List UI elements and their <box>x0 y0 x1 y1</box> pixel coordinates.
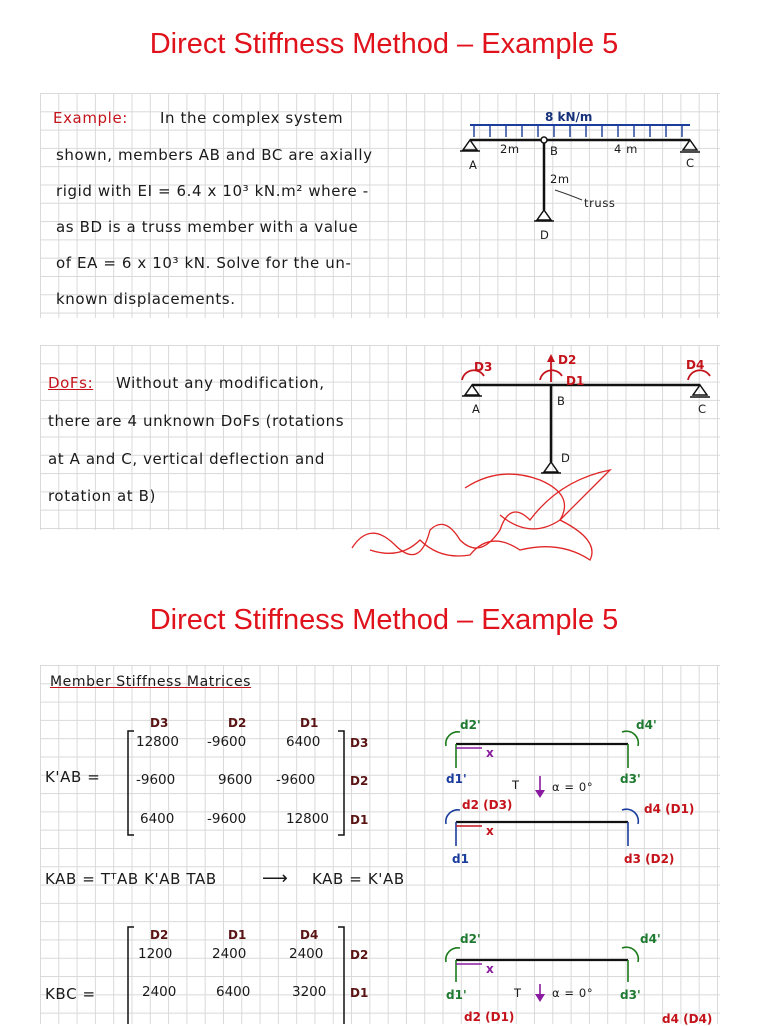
m1-alpha: α = 0° <box>552 780 594 794</box>
m2-d4-global: d4 (D4) <box>662 1012 713 1026</box>
kab-cell: -9600 <box>276 772 316 788</box>
kbc-col-0: D2 <box>150 928 169 942</box>
kab-row-dof: D2 <box>350 774 369 788</box>
length-bd: 2m <box>550 172 570 186</box>
m1-d4-local: d4' <box>636 718 657 732</box>
m1-x-axis: x <box>486 746 494 760</box>
node-b-1: B <box>550 144 559 158</box>
m2-x-axis: x <box>486 962 494 976</box>
kbc-col-2: D4 <box>300 928 319 942</box>
dof-d2-label: D2 <box>558 353 577 367</box>
dofs-line-3: at A and C, vertical deflection and <box>48 450 325 468</box>
m2-alpha: α = 0° <box>552 986 594 1000</box>
slide2-title: Direct Stiffness Method – Example 5 <box>149 604 619 636</box>
kbc-col-1: D1 <box>228 928 247 942</box>
m1-d1-global: d1 <box>452 852 469 866</box>
node-d-2: D <box>561 451 571 465</box>
m1-x-global: x <box>486 824 494 838</box>
transform-arrow: ⟶ <box>262 868 289 889</box>
kbc-cell: 1200 <box>138 946 173 962</box>
kbc-cell: 2400 <box>212 946 247 962</box>
kab-cell: 6400 <box>140 811 175 827</box>
m1-d1-local: d1' <box>446 772 467 786</box>
matrices-heading: Member Stiffness Matrices <box>50 674 252 690</box>
m2-t-label: T <box>514 986 522 1000</box>
m2-d2-local: d2' <box>460 932 481 946</box>
kab-cell: 12800 <box>136 734 179 750</box>
transform-result: KAB = K'AB <box>312 870 405 888</box>
kab-col-1: D2 <box>228 716 247 730</box>
kab-cell: -9600 <box>136 772 176 788</box>
kbc-row-dof: D2 <box>350 948 369 962</box>
example-line-5: of EA = 6 x 10³ kN. Solve for the un- <box>56 254 352 272</box>
m2-d4-local: d4' <box>640 932 661 946</box>
example-line-4: as BD is a truss member with a value <box>56 218 359 236</box>
m1-d3-global: d3 (D2) <box>624 852 675 866</box>
slide1-title: Direct Stiffness Method – Example 5 <box>149 28 619 60</box>
example-label: Example: <box>53 109 128 127</box>
example-line-3: rigid with EI = 6.4 x 10³ kN.m² where - <box>56 182 369 200</box>
kab-cell: -9600 <box>207 811 247 827</box>
kab-cell: 12800 <box>286 811 329 827</box>
node-d-1: D <box>540 228 550 242</box>
node-b-2: B <box>557 394 566 408</box>
kbc-cell: 3200 <box>292 984 327 1000</box>
kbc-row-dof: D1 <box>350 986 369 1000</box>
load-label: 8 kN/m <box>545 110 593 124</box>
node-a-1: A <box>469 158 478 172</box>
dof-d3-label: D3 <box>474 360 493 374</box>
m1-d3-local: d3' <box>620 772 641 786</box>
transform-equation: KAB = TᵀAB K'AB TAB <box>45 870 217 888</box>
m1-d4-global: d4 (D1) <box>644 802 695 816</box>
m1-d2-global: d2 (D3) <box>462 798 513 812</box>
dof-d4-label: D4 <box>686 358 705 372</box>
m2-d1-local: d1' <box>446 988 467 1002</box>
node-c-2: C <box>698 402 707 416</box>
dof-d1-label: D1 <box>566 374 585 388</box>
kbc-cell: 2400 <box>142 984 177 1000</box>
length-ab: 2m <box>500 142 520 156</box>
length-bc: 4 m <box>614 142 638 156</box>
truss-label: truss <box>584 196 616 210</box>
kab-col-0: D3 <box>150 716 169 730</box>
kbc-cell: 2400 <box>289 946 324 962</box>
dofs-line-4: rotation at B) <box>48 487 156 505</box>
kab-row-dof: D1 <box>350 813 369 827</box>
kab-cell: 6400 <box>286 734 321 750</box>
dofs-label: DoFs: <box>48 374 94 392</box>
kab-cell: -9600 <box>207 734 247 750</box>
kab-label: K'AB = <box>45 768 101 786</box>
m2-d2-global: d2 (D1) <box>464 1010 515 1024</box>
kab-row-dof: D3 <box>350 736 369 750</box>
kbc-label: KBC = <box>45 985 96 1003</box>
kab-cell: 9600 <box>218 772 253 788</box>
m1-t-label: T <box>512 778 520 792</box>
dofs-line-2: there are 4 unknown DoFs (rotations <box>48 412 345 430</box>
kbc-cell: 6400 <box>216 984 251 1000</box>
example-line-2: shown, members AB and BC are axially <box>56 146 373 164</box>
node-a-2: A <box>472 402 481 416</box>
dofs-line-1: Without any modification, <box>116 374 325 392</box>
example-line-1: In the complex system <box>160 109 344 127</box>
example-line-6: known displacements. <box>56 290 236 308</box>
m2-d3-local: d3' <box>620 988 641 1002</box>
node-c-1: C <box>686 156 695 170</box>
m1-d2-local: d2' <box>460 718 481 732</box>
kab-col-2: D1 <box>300 716 319 730</box>
